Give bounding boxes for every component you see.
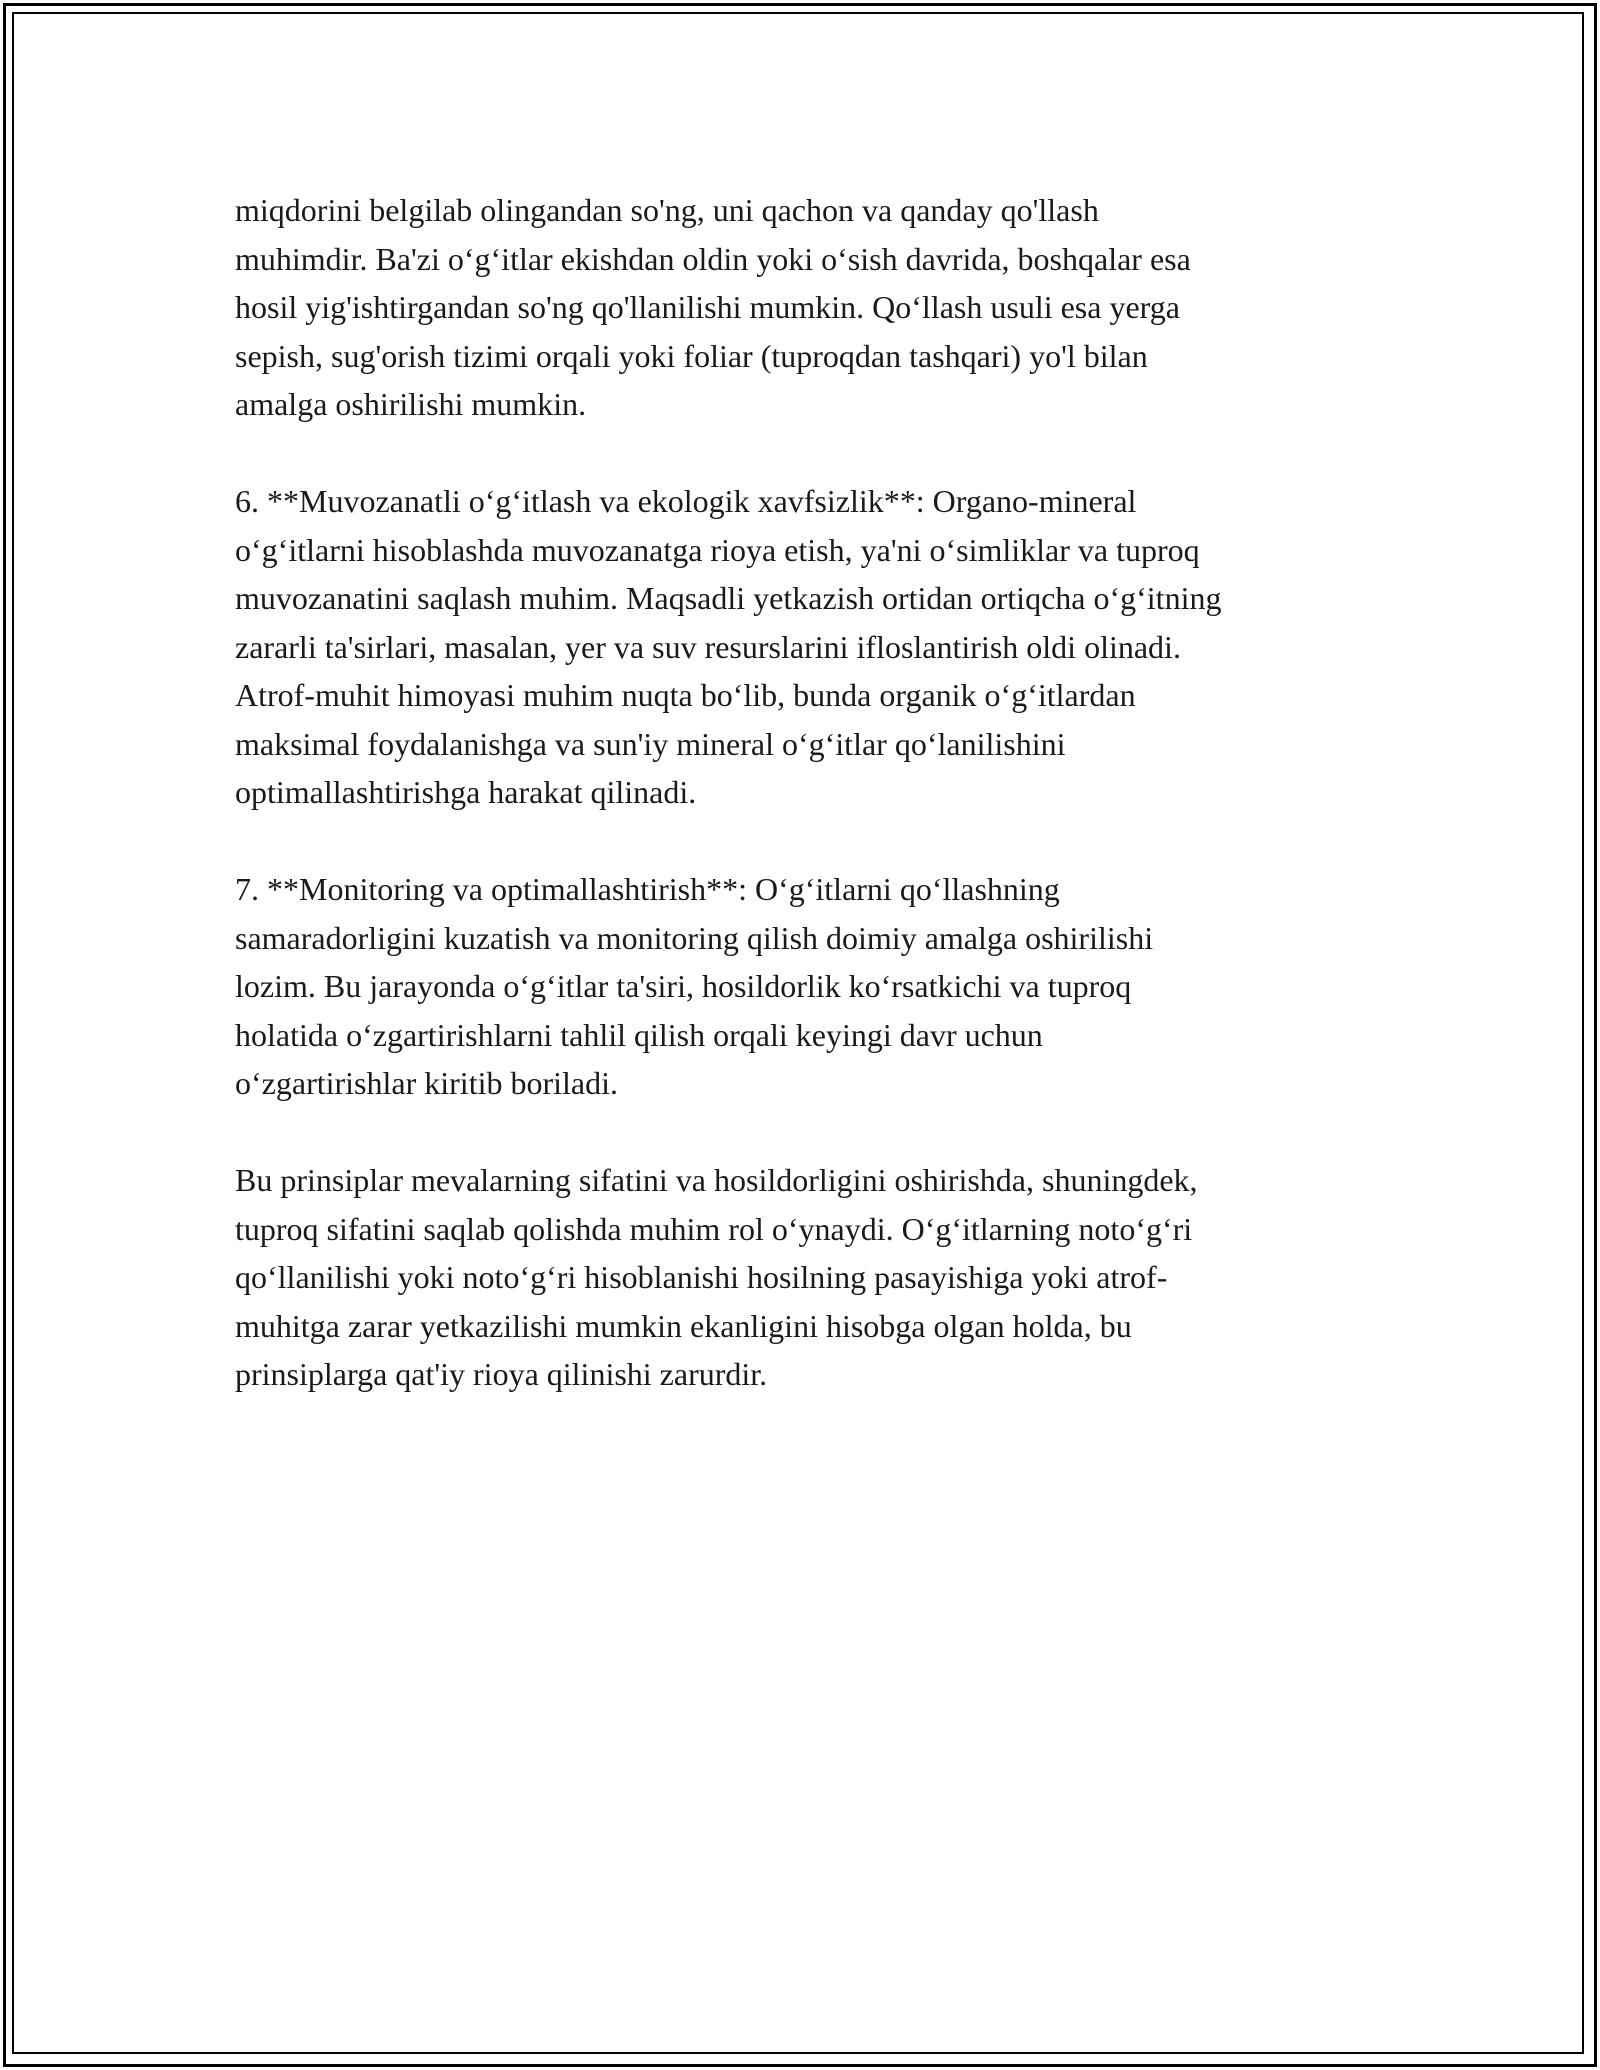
text-line: sepish, sug'orish tizimi orqali yoki foliar (tuproqdan tashqari) yo'l bilan — [235, 337, 1148, 374]
text-line: amalga oshirilishi mumkin. — [235, 386, 587, 422]
text-line: muhitga zarar yetkazilishi mumkin ekanligini hisobga olgan holda, bu — [235, 1307, 1132, 1344]
text-line: qo‘llanilishi yoki noto‘g‘ri hisoblanishi hosilning pasayishiga yoki atrof- — [235, 1259, 1168, 1295]
text-line: tuproq sifatini saqlab qolishda muhim rol o‘ynaydi. O‘g‘itlarning noto‘g‘ri — [235, 1210, 1193, 1247]
paragraph-item-6 — [235, 477, 1375, 817]
paragraph-conclusion — [235, 1156, 1375, 1399]
paragraph-application-timing — [235, 186, 1375, 429]
text-line: maksimal foydalanishga va sun'iy mineral o‘g‘itlar qo‘lanilishini — [235, 725, 1066, 762]
text-line: prinsiplarga qat'iy rioya qilinishi zarurdir. — [235, 1356, 768, 1392]
text-line: Atrof-muhit himoyasi muhim nuqta bo‘lib, bunda organik o‘g‘itlardan — [235, 677, 1136, 713]
text-line: holatida o‘zgartirishlarni tahlil qilish orqali keyingi davr uchun — [235, 1016, 1043, 1053]
text-line: 7. **Monitoring va optimallashtirish**: O‘g‘itlarni qo‘llashning — [235, 871, 1060, 907]
paragraph-item-7 — [235, 865, 1375, 1108]
text-line: Bu prinsiplar mevalarning sifatini va hosildorligini oshirishda, shuningdek, — [235, 1162, 1198, 1198]
text-line: o‘zgartirishlar kiritib boriladi. — [235, 1065, 618, 1101]
text-line: samaradorligini kuzatish va monitoring qilish doimiy amalga oshirilishi — [235, 919, 1154, 956]
text-line: hosil yig'ishtirgandan so'ng qo'llanilishi mumkin. Qo‘llash usuli esa yerga — [235, 289, 1180, 325]
text-line: zararli ta'sirlari, masalan, yer va suv resurslarini ifloslantirish oldi olinadi. — [235, 628, 1181, 665]
text-line: optimallashtirishga harakat qilinadi. — [235, 774, 697, 810]
document-body — [235, 186, 1375, 1447]
text-line: lozim. Bu jarayonda o‘g‘itlar ta'siri, hosildorlik ko‘rsatkichi va tuproq — [235, 968, 1132, 1004]
text-line: o‘g‘itlarni hisoblashda muvozanatga rioya etish, ya'ni o‘simliklar va tuproq — [235, 531, 1200, 568]
text-line: 6. **Muvozanatli o‘g‘itlash va ekologik xavfsizlik**: Organo-mineral — [235, 483, 1137, 519]
text-line: muhimdir. Ba'zi o‘g‘itlar ekishdan oldin yoki o‘sish davrida, boshqalar esa — [235, 240, 1191, 277]
text-line: muvozanatini saqlash muhim. Maqsadli yetkazish ortidan ortiqcha o‘g‘itning — [235, 580, 1222, 616]
text-line: miqdorini belgilab olingandan so'ng, uni qachon va qanday qo'llash — [235, 192, 1099, 228]
